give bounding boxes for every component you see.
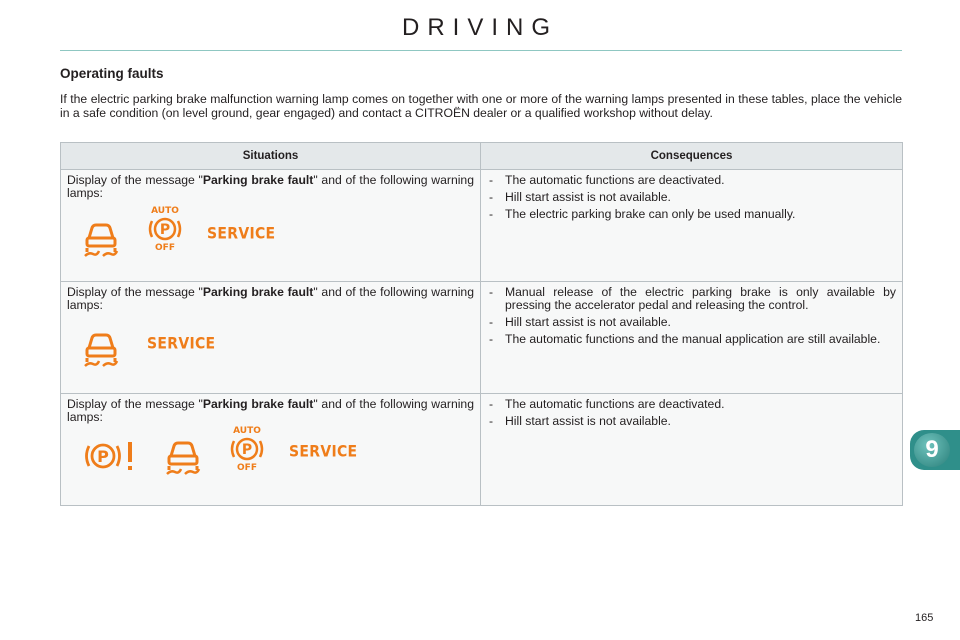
situation-text-post: " and of the following warning lamps: xyxy=(67,173,474,200)
auto-p-off-icon xyxy=(225,424,269,472)
situation-text-pre: Display of the message " xyxy=(67,285,203,299)
service-lamp: SERVICE xyxy=(207,224,276,244)
auto-label: AUTO xyxy=(151,206,179,216)
fault-message: Parking brake fault xyxy=(202,285,314,299)
off-label: OFF xyxy=(155,243,175,252)
esp-skid-icon xyxy=(81,218,121,258)
esp-skid-icon xyxy=(81,328,121,368)
page-header-title: DRIVING xyxy=(401,14,558,41)
warning-lamps xyxy=(67,424,474,484)
consequence-cell xyxy=(481,394,903,506)
situation-text-pre: Display of the message " xyxy=(67,397,203,411)
list-item: - The automatic functions are deactivated. xyxy=(487,174,896,187)
p-letter: P xyxy=(241,442,253,458)
situation-text-post: " and of the following warning lamps: xyxy=(67,397,474,424)
list-item: - Hill start assist is not available. xyxy=(487,415,896,428)
service-lamp: SERVICE xyxy=(289,442,358,462)
consequence-list xyxy=(487,286,896,346)
header-divider xyxy=(60,50,902,51)
table-header-row xyxy=(61,143,903,170)
chapter-number: 9 xyxy=(914,433,950,467)
off-label: OFF xyxy=(237,463,257,472)
parking-brake-fault-icon xyxy=(81,436,139,476)
consequence-list xyxy=(487,398,896,428)
warning-lamps xyxy=(67,200,474,260)
list-item: - The automatic functions are deactivated. xyxy=(487,398,896,411)
situation-text xyxy=(67,398,474,424)
table-row xyxy=(61,394,903,506)
table-row xyxy=(61,170,903,282)
consequence-cell xyxy=(481,170,903,282)
p-letter: P xyxy=(97,447,109,466)
list-item: - Manual release of the electric parking brake is only available by pressing the accelerator pedal and releasing the control. xyxy=(487,286,896,312)
intro-paragraph: If the electric parking brake malfunction warning lamp comes on together with one or more of the warning lamps presented in these tables, place the vehicle in a safe condition (on level ground, gear engaged) and contact a CITROËN dealer or a qualified workshop without delay. xyxy=(60,92,902,120)
situation-cell xyxy=(61,170,481,282)
situation-text xyxy=(67,174,474,200)
p-letter: P xyxy=(159,222,171,238)
situation-text-post: " and of the following warning lamps: xyxy=(67,285,474,312)
consequence-cell xyxy=(481,282,903,394)
consequences-header: Consequences xyxy=(481,143,903,170)
warning-lamps xyxy=(67,312,474,372)
fault-message: Parking brake fault xyxy=(202,173,314,187)
fault-message: Parking brake fault xyxy=(202,397,314,411)
list-item: - The automatic functions and the manual application are still available. xyxy=(487,333,896,346)
situation-cell xyxy=(61,282,481,394)
list-item: - Hill start assist is not available. xyxy=(487,316,896,329)
list-item: - The electric parking brake can only be used manually. xyxy=(487,208,896,221)
consequence-list xyxy=(487,174,896,221)
auto-label: AUTO xyxy=(233,426,261,436)
auto-p-off-icon xyxy=(143,204,187,252)
operating-faults-table xyxy=(60,142,903,506)
service-lamp: SERVICE xyxy=(147,334,216,354)
section-title: Operating faults xyxy=(60,66,164,81)
situations-header: Situations xyxy=(61,143,481,170)
list-item: - Hill start assist is not available. xyxy=(487,191,896,204)
situation-text-pre: Display of the message " xyxy=(67,173,203,187)
chapter-tab xyxy=(910,430,960,470)
esp-skid-icon xyxy=(163,436,203,476)
page-number: 165 xyxy=(915,612,934,624)
table-row xyxy=(61,282,903,394)
situation-text xyxy=(67,286,474,312)
situation-cell xyxy=(61,394,481,506)
